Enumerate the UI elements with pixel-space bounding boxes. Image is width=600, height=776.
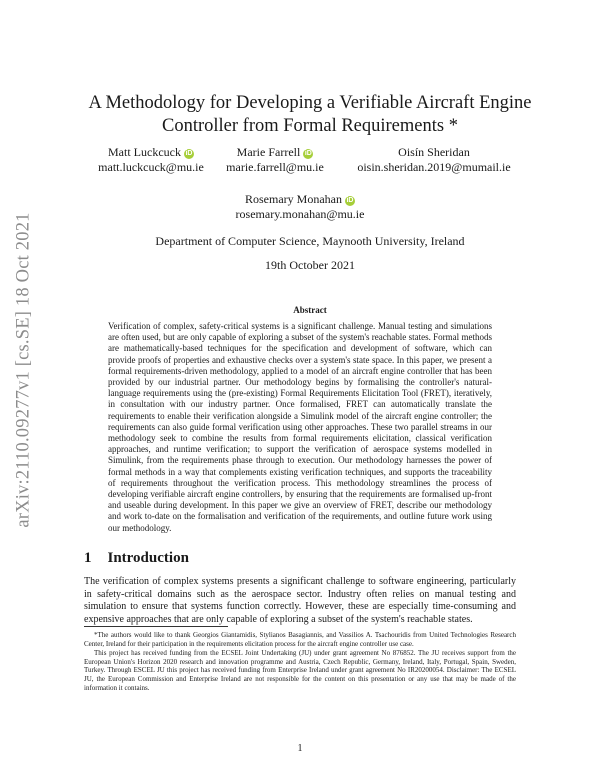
footnote-rule bbox=[84, 626, 228, 627]
author-email: rosemary.monahan@mu.ie bbox=[235, 207, 365, 221]
orcid-icon[interactable]: iD bbox=[185, 150, 193, 157]
author-block-1 bbox=[88, 145, 214, 175]
section-number: 1 bbox=[84, 550, 92, 566]
date: 19th October 2021 bbox=[265, 258, 355, 272]
author-name: Matt Luckcuck bbox=[108, 145, 181, 159]
section-title: Introduction bbox=[107, 550, 189, 566]
author-name: Oisín Sheridan bbox=[398, 145, 470, 159]
arxiv-stamp-text: arXiv:2110.09277v1 [cs.SE] 18 Oct 2021 bbox=[13, 212, 34, 528]
intro-paragraph: The verification of complex systems presents a significant challenge to software engineering, particularly in safety-critical domains such as the aerospace sector. Industry often relies on manual testing and simulation to ensure that systems function correctly. However, these are especially time-consuming and expensive approaches that are only capable of exploring a subset of the system's reachable states. bbox=[84, 576, 516, 625]
author-name: Marie Farrell bbox=[236, 145, 301, 159]
author-name: Rosemary Monahan bbox=[245, 192, 342, 206]
footnotes bbox=[84, 631, 516, 692]
paper-title bbox=[70, 92, 550, 138]
arxiv-stamp bbox=[6, 190, 42, 550]
title-line-2: Controller from Formal Requirements * bbox=[162, 116, 458, 136]
footnote-acknowledgement: *The authors would like to thank Georgios Giantamidis, Stylianos Basagiannis, and Vassilios A. Tsachouridis from United Technologies Research Center, Ireland for their participation in the requirements elicitation process for the aircraft engine controller use case. bbox=[84, 631, 516, 648]
author-block-3 bbox=[336, 145, 532, 175]
author-email: oisin.sheridan.2019@mumail.ie bbox=[357, 160, 511, 174]
orcid-icon[interactable]: iD bbox=[304, 150, 312, 157]
orcid-icon[interactable]: iD bbox=[346, 197, 354, 204]
author-email: matt.luckcuck@mu.ie bbox=[98, 160, 204, 174]
author-block-4 bbox=[220, 192, 380, 222]
abstract-body: Verification of complex, safety-critical systems is a significant challenge. Manual testing and simulations are often used, but are only capable of exploring a subset of the system's reachable states. Formal methods are mathematically-based techniques for the specification and development of software, which can provide proofs of properties and exhaustive checks over a system's state space. In this paper, we present a formal requirements-driven methodology, applied to a model of an aircraft engine controller that has been provided by our industrial partner. Our methodology begins by formalising the controller's natural-language requirements using the (pre-existing) Formal Requirements Elicitation Tool (FRET), iteratively, in consultation with our industry partner. Once formalised, FRET can automatically translate the requirements to enable their verification alongside a Simulink model of the aircraft engine controller; the requirements can also guide formal verification using other approaches. These two parallel streams in our methodology seek to combine the results from formal requirements elicitation, classical verification approaches, and runtime verification; to support the verification of aerospace systems modelled in Simulink, from the requirements phase through to execution. Our methodology harnesses the power of formal methods in a way that complements existing verification techniques, and supports the traceability of requirements throughout the verification process. This methodology streamlines the process of developing verifiable aircraft engine controllers, by ensuring that the requirements are formalised up-front and useable during development. In this paper we give an overview of FRET, describe our methodology and work to-date on the formalisation and verification of the requirements, and outline future work using our methodology. bbox=[108, 321, 492, 533]
page-number: 1 bbox=[297, 743, 303, 754]
section-heading bbox=[84, 550, 189, 567]
abstract-heading: Abstract bbox=[293, 305, 327, 315]
author-email: marie.farrell@mu.ie bbox=[226, 160, 324, 174]
title-line-1: A Methodology for Developing a Verifiable Aircraft Engine bbox=[88, 93, 532, 113]
affiliation: Department of Computer Science, Maynooth University, Ireland bbox=[155, 234, 465, 248]
author-block-2 bbox=[218, 145, 332, 175]
footnote-funding: This project has received funding from the ECSEL Joint Undertaking (JU) under grant agreement No 876852. The JU receives support from the European Union's Horizon 2020 research and innovation programme and Austria, Czech Republic, Germany, Ireland, Italy, Portugal, Spain, Sweden, Turkey. Through ESCEL JU this project has received funding from Enterprise Ireland under grant agreement No IR20200054. Disclaimer: The ECSEL JU, the European Commission and Enterprise Ireland are not responsible for the content on this presentation or any use that may be made of the information it contains. bbox=[84, 649, 516, 692]
